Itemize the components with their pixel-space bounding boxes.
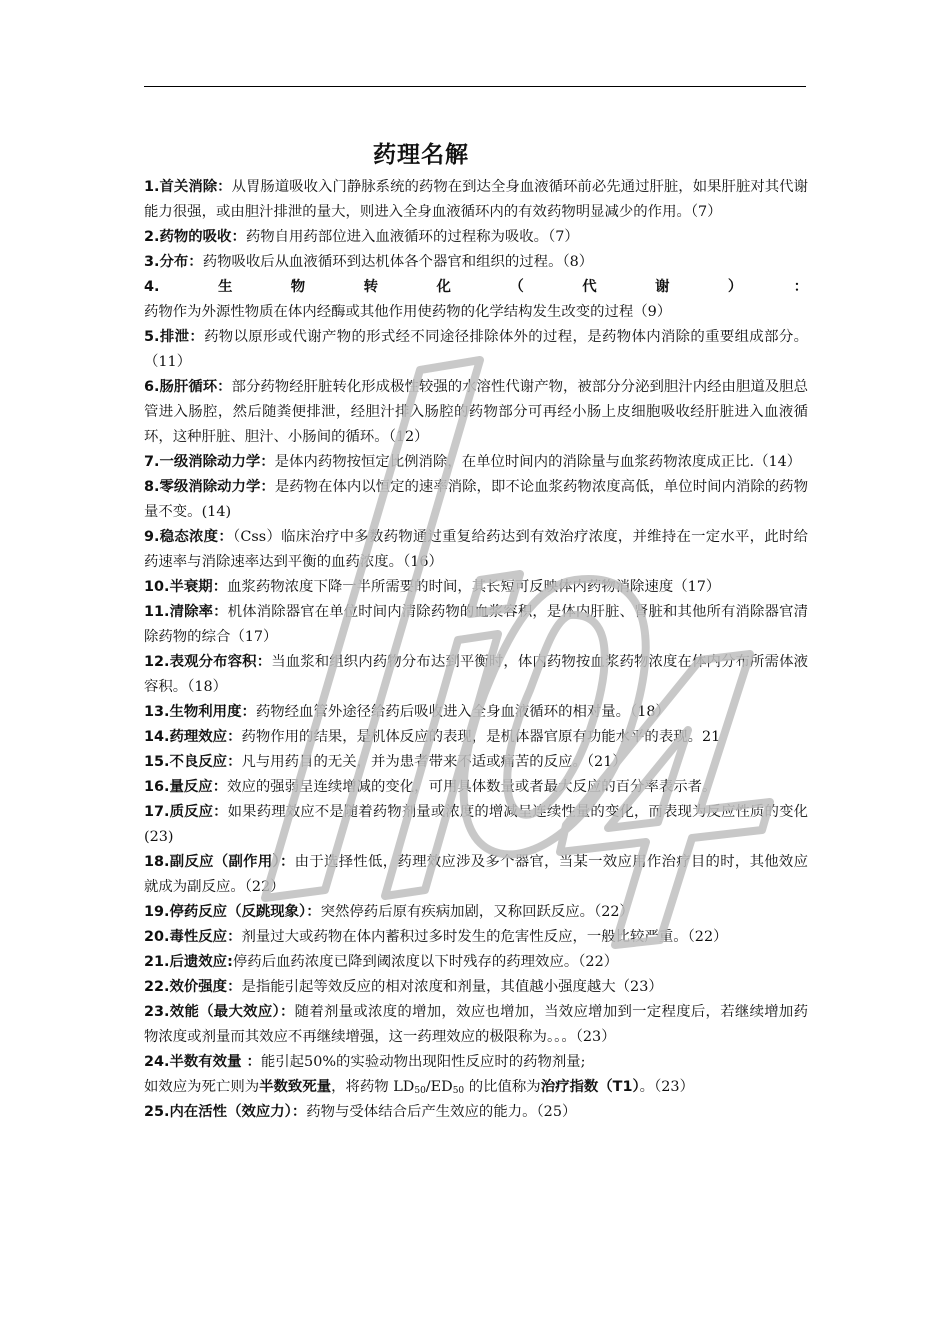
entry-text: 是指能引起等效反应的相对浓度和剂量，其值越小强度越大（23） bbox=[241, 979, 663, 995]
entry-term-text: 排泄 bbox=[159, 329, 190, 345]
entry-term-text: 内在活性（效应力） bbox=[169, 1104, 292, 1120]
entry-separator: ： bbox=[279, 1004, 295, 1020]
definition-entry-25 bbox=[144, 1100, 808, 1125]
entry-term-text: 首关消除 bbox=[159, 179, 218, 195]
entry-text: 如效应为死亡则为 bbox=[144, 1079, 260, 1095]
header-rule bbox=[144, 86, 806, 87]
entry-term bbox=[144, 704, 256, 720]
entry-bold-term: 半数致死量 bbox=[259, 1079, 332, 1095]
entry-term bbox=[144, 379, 232, 395]
entry-text: 药物经血管外途径给药后吸收进入全身血液循环的相对量。（18） bbox=[255, 704, 670, 720]
entry-number: 4. bbox=[144, 279, 160, 295]
entry-number: 8. bbox=[144, 479, 160, 495]
entry-number: 5. bbox=[144, 329, 160, 345]
definition-entry-14 bbox=[144, 725, 808, 750]
definition-entry-7 bbox=[144, 450, 808, 475]
definition-entry-5 bbox=[144, 325, 808, 375]
entry-term-text: 停药反应（反跳现象） bbox=[169, 904, 307, 920]
definition-entry-18 bbox=[144, 850, 808, 900]
entry-term-text: 清除率 bbox=[169, 604, 214, 620]
entry-separator: ： bbox=[217, 179, 232, 195]
entry-term bbox=[144, 754, 241, 770]
entry-text: 由于选择性低，药理效应涉及多个器官，当某一效应用作治疗目的时，其他效应就成为副反应。（22） bbox=[144, 854, 808, 895]
entry-text: 突然停药后原有疾病加剧，又称回跃反应。（22） bbox=[320, 904, 634, 920]
entry-text: 是药物在体内以恒定的速率消除，即不论血浆药物浓度高低，单位时间内消除的药物量不变。(14) bbox=[144, 479, 808, 520]
entry-separator: ： bbox=[189, 329, 205, 345]
definition-entry-19 bbox=[144, 900, 808, 925]
entry-term-text: 副反应（副作用） bbox=[169, 854, 280, 870]
entry-text: 效应的强弱呈连续增减的变化，可用具体数量或者最大反应的百分率表示者。 bbox=[227, 779, 717, 795]
definition-entry-24 bbox=[144, 1050, 808, 1100]
definition-entry-6 bbox=[144, 375, 808, 450]
entry-text: 是体内药物按恒定比例消除，在单位时间内的消除量与血浆药物浓度成正比.（14） bbox=[274, 454, 802, 470]
entry-text: 停药后血药浓度已降到阈浓度以下时残存的药理效应。（22） bbox=[232, 954, 619, 970]
entry-number: 20. bbox=[144, 929, 170, 945]
definition-entry-17 bbox=[144, 800, 808, 850]
definitions-list bbox=[144, 175, 808, 1125]
entry-text: 。（23） bbox=[639, 1079, 694, 1095]
entry-term bbox=[144, 604, 228, 620]
entry-text: 能引起50%的实验动物出现阳性反应时的药物剂量; bbox=[260, 1054, 586, 1070]
entry-separator: ： bbox=[291, 1104, 307, 1120]
entry-term-text: 肠肝循环 bbox=[159, 379, 218, 395]
entry-term bbox=[144, 1004, 295, 1020]
entry-number: 18. bbox=[144, 854, 170, 870]
entry-bold-term: 治疗指数（T1） bbox=[540, 1079, 640, 1095]
entry-term-text: 质反应 bbox=[169, 804, 214, 820]
entry-term bbox=[144, 279, 808, 295]
entry-separator: : bbox=[227, 954, 233, 970]
entry-number: 19. bbox=[144, 904, 170, 920]
entry-number: 1. bbox=[144, 179, 160, 195]
entry-number: 13. bbox=[144, 704, 170, 720]
entry-term bbox=[144, 954, 233, 970]
definition-entry-21 bbox=[144, 950, 808, 975]
definition-entry-12 bbox=[144, 650, 808, 700]
entry-term bbox=[144, 579, 227, 595]
entry-term bbox=[144, 179, 232, 195]
subscript: 50 bbox=[414, 1086, 426, 1096]
entry-term-text: 稳态浓度 bbox=[159, 529, 219, 545]
definition-entry-10 bbox=[144, 575, 808, 600]
entry-number: 2. bbox=[144, 229, 160, 245]
entry-text: 药物自用药部位进入血液循环的过程称为吸收。（7） bbox=[245, 229, 579, 245]
entry-number: 3. bbox=[144, 254, 160, 270]
entry-number: 17. bbox=[144, 804, 170, 820]
entry-separator: ： bbox=[213, 804, 228, 820]
entry-text: （Css）临床治疗中多数药物通过重复给药达到有效治疗浓度，并维持在一定水平，此时给药速率与消除速率达到平衡的血药浓度。（16） bbox=[144, 529, 808, 570]
entry-number: 24. bbox=[144, 1054, 170, 1070]
entry-separator: ： bbox=[241, 1054, 261, 1070]
entry-separator: ： bbox=[260, 454, 275, 470]
entry-term-text: 生物转化（代谢） bbox=[159, 279, 794, 295]
entry-term-text: 表观分布容积 bbox=[169, 654, 257, 670]
definition-entry-9 bbox=[144, 525, 808, 575]
entry-term-text: 生物利用度 bbox=[169, 704, 242, 720]
entry-term-text: 量反应 bbox=[169, 779, 213, 795]
entry-term-text: 零级消除动力学 bbox=[159, 479, 261, 495]
entry-separator: ： bbox=[793, 279, 808, 295]
entry-text: 的比值称为 bbox=[464, 1079, 541, 1095]
entry-separator: ： bbox=[218, 529, 233, 545]
entry-text: 血浆药物浓度下降一半所需要的时间，其长短可反映体内药物消除速度（17） bbox=[227, 579, 721, 595]
definition-entry-8 bbox=[144, 475, 808, 525]
entry-separator: ： bbox=[212, 579, 228, 595]
definition-entry-15 bbox=[144, 750, 808, 775]
entry-number: 9. bbox=[144, 529, 160, 545]
entry-text: ，将药物 LD bbox=[331, 1079, 415, 1095]
entry-number: 21. bbox=[144, 954, 170, 970]
entry-number: 15. bbox=[144, 754, 170, 770]
entry-text: /ED bbox=[425, 1079, 453, 1095]
entry-term-text: 效价强度 bbox=[169, 979, 228, 995]
entry-term-text: 效能（最大效应） bbox=[169, 1004, 280, 1020]
entry-number: 7. bbox=[144, 454, 160, 470]
entry-term-text: 一级消除动力学 bbox=[159, 454, 261, 470]
entry-term bbox=[144, 454, 275, 470]
entry-number: 22. bbox=[144, 979, 170, 995]
entry-text: 药物吸收后从血液循环到达机体各个器官和组织的过程。（8） bbox=[202, 254, 594, 270]
entry-term bbox=[144, 779, 227, 795]
definition-entry-20 bbox=[144, 925, 808, 950]
entry-term bbox=[144, 529, 233, 545]
entry-term-text: 药理效应 bbox=[169, 729, 228, 745]
entry-term-text: 药物的吸收 bbox=[159, 229, 232, 245]
definition-entry-22 bbox=[144, 975, 808, 1000]
entry-term bbox=[144, 854, 295, 870]
entry-term-text: 半数有效量 bbox=[169, 1054, 242, 1070]
entry-term-text: 毒性反应 bbox=[169, 929, 228, 945]
definition-entry-16 bbox=[144, 775, 808, 800]
entry-term-text: 后遗效应 bbox=[169, 954, 228, 970]
entry-text: 剂量过大或药物在体内蓄积过多时发生的危害性反应，一般比较严重。（22） bbox=[241, 929, 728, 945]
entry-term-text: 半衰期 bbox=[169, 579, 213, 595]
entry-number: 12. bbox=[144, 654, 170, 670]
entry-term bbox=[144, 229, 246, 245]
entry-separator: ： bbox=[212, 779, 228, 795]
entry-separator: ： bbox=[227, 729, 242, 745]
definition-entry-3 bbox=[144, 250, 808, 275]
entry-term bbox=[144, 929, 241, 945]
entry-text: 药物作为外源性物质在体内经酶或其他作用使药物的化学结构发生改变的过程（9） bbox=[144, 304, 672, 320]
entry-term bbox=[144, 804, 228, 820]
entry-number: 16. bbox=[144, 779, 170, 795]
entry-term bbox=[144, 1054, 261, 1070]
entry-term bbox=[144, 254, 203, 270]
entry-number: 23. bbox=[144, 1004, 170, 1020]
entry-separator: ： bbox=[306, 904, 321, 920]
entry-number: 10. bbox=[144, 579, 170, 595]
entry-separator: ： bbox=[231, 229, 246, 245]
entry-separator: ： bbox=[213, 604, 228, 620]
definition-entry-11 bbox=[144, 600, 808, 650]
entry-text: 药物作用的结果，是机体反应的表现，是机体器官原有功能水平的表现。21 bbox=[241, 729, 721, 745]
entry-number: 11. bbox=[144, 604, 170, 620]
entry-separator: ： bbox=[260, 479, 275, 495]
entry-text: 当血浆和组织内药物分布达到平衡时，体内药物按血浆药物浓度在体内分布所需体液容积。（18） bbox=[144, 654, 808, 695]
definition-entry-13 bbox=[144, 700, 808, 725]
entry-separator: ： bbox=[217, 379, 232, 395]
entry-number: 6. bbox=[144, 379, 160, 395]
entry-term bbox=[144, 979, 241, 995]
entry-term bbox=[144, 729, 241, 745]
entry-text: 凡与用药目的无关，并为患者带来不适或痛苦的反应。（21） bbox=[241, 754, 627, 770]
entry-text: 机体消除器官在单位时间内清除药物的血浆容积，是体内肝脏、肾脏和其他所有消除器官清除药物的综合（17） bbox=[144, 604, 808, 645]
entry-separator: ： bbox=[279, 854, 295, 870]
subscript: 50 bbox=[452, 1086, 465, 1096]
page-title: 药理名解 bbox=[373, 142, 469, 168]
entry-text: 随着剂量或浓度的增加，效应也增加，当效应增加到一定程度后，若继续增加药物浓度或剂量而其效应不再继续增强，这一药理效应的极限称为。。。（23） bbox=[144, 1004, 808, 1045]
definition-entry-4 bbox=[144, 275, 808, 325]
entries-container bbox=[144, 175, 808, 1050]
definition-entry-2 bbox=[144, 225, 808, 250]
entry-separator: ： bbox=[241, 704, 256, 720]
entry-separator: ： bbox=[256, 654, 272, 670]
entry-separator: ： bbox=[227, 979, 242, 995]
entry-separator: ： bbox=[188, 254, 203, 270]
entry-number: 25. bbox=[144, 1104, 170, 1120]
entry-separator: ： bbox=[227, 929, 242, 945]
entry-term bbox=[144, 904, 321, 920]
entry-term-text: 不良反应 bbox=[169, 754, 228, 770]
entry-term bbox=[144, 1104, 306, 1120]
entry-term-text: 分布 bbox=[159, 254, 189, 270]
entry-text: 部分药物经肝脏转化形成极性较强的水溶性代谢产物，被部分分泌到胆汁内经由胆道及胆总管进入肠腔，然后随粪便排泄，经胆汁排入肠腔的药物部分可再经小肠上皮细胞吸收经肝脏进入血液循环，这种肝脏、胆汁、小肠间的循环。（12） bbox=[144, 379, 808, 445]
entry-term bbox=[144, 479, 275, 495]
entry-term bbox=[144, 329, 204, 345]
entry-separator: ： bbox=[227, 754, 242, 770]
definition-entry-23 bbox=[144, 1000, 808, 1050]
entry-text: 药物与受体结合后产生效应的能力。（25） bbox=[306, 1104, 577, 1120]
entry-text: 如果药理效应不是随着药物剂量或浓度的增减呈连续性量的变化，而表现为反应性质的变化(23) bbox=[144, 804, 808, 845]
entry-number: 14. bbox=[144, 729, 170, 745]
definition-entry-1 bbox=[144, 175, 808, 225]
entry-text: 药物以原形或代谢产物的形式经不同途径排除体外的过程，是药物体内消除的重要组成部分。（11） bbox=[144, 329, 808, 370]
entry-term bbox=[144, 654, 271, 670]
entry-text: 从胃肠道吸收入门静脉系统的药物在到达全身血液循环前必先通过肝脏，如果肝脏对其代谢能力很强，或由胆汁排泄的量大，则进入全身血液循环内的有效药物明显减少的作用。（7） bbox=[144, 179, 808, 220]
